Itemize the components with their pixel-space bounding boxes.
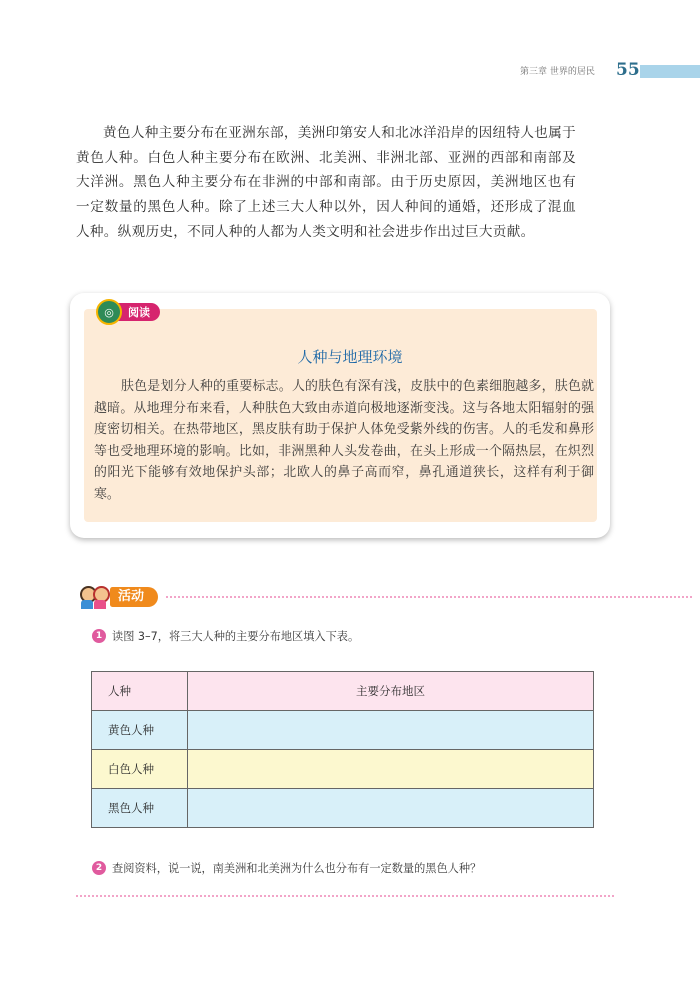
table-cell-answer[interactable] <box>188 750 594 789</box>
bottom-dotted-divider <box>76 895 614 897</box>
chapter-title: 第三章 世界的居民 <box>520 67 595 77</box>
children-icon <box>78 582 110 612</box>
running-header <box>0 60 700 84</box>
table-header-cell: 主要分布地区 <box>188 672 594 711</box>
table-cell-answer[interactable] <box>188 789 594 828</box>
table-cell-answer[interactable] <box>188 711 594 750</box>
reading-tag-label: 阅读 <box>116 303 160 321</box>
table-header-row <box>92 672 594 711</box>
question-number-2: 2 <box>92 861 106 875</box>
reading-body: 肤色是划分人种的重要标志。人的肤色有深有浅，皮肤中的色素细胞越多，肤色就越暗。从地理分布来看，人种肤色大致由赤道向极地逐渐变浅。这与各地太阳辐射的强度密切相关。在热带地区，黑皮肤有助于保护人体免受紫外线的伤害。人的毛发和鼻形等也受地理环境的影响。比如，非洲黑种人头发卷曲，在头上形成一个隔热层，在炽烈的阳光下能够有效地保护头部；北欧人的鼻子高而窄，鼻孔通道狭长，这样有利于御寒。 <box>94 379 594 502</box>
question-2-text: 查阅资料，说一说，南美洲和北美洲为什么也分布有一定数量的黑色人种？ <box>112 862 482 875</box>
activity-label: 活动 <box>110 587 158 607</box>
table-cell-race: 白色人种 <box>92 750 188 789</box>
activity-header <box>78 582 618 612</box>
header-accent-bar <box>640 65 700 78</box>
table-cell-race: 黑色人种 <box>92 789 188 828</box>
question-2 <box>92 860 481 876</box>
table-header-cell: 人种 <box>92 672 188 711</box>
reading-tag <box>96 303 160 321</box>
dotted-divider <box>166 596 692 598</box>
question-1-text: 读图 3–7，将三大人种的主要分布地区填入下表。 <box>112 630 360 643</box>
question-1 <box>92 628 359 644</box>
table-row <box>92 789 594 828</box>
reading-title: 人种与地理环境 <box>297 348 403 366</box>
book-icon: ◎ <box>96 299 122 325</box>
intro-paragraph: 黄色人种主要分布在亚洲东部，美洲印第安人和北冰洋沿岸的因纽特人也属于黄色人种。白色人种主要分布在欧洲、北美洲、非洲北部、亚洲的西部和南部及大洋洲。黑色人种主要分布在非洲的中部和南部。由于历史原因，美洲地区也有一定数量的黑色人种。除了上述三大人种以外，因人种间的通婚，还形成了混血人种。纵观历史，不同人种的人都为人类文明和社会进步作出过巨大贡献。 <box>76 125 576 240</box>
race-distribution-table <box>91 671 594 828</box>
table-row <box>92 711 594 750</box>
table-cell-race: 黄色人种 <box>92 711 188 750</box>
page-number: 55 <box>616 60 640 80</box>
question-number-1: 1 <box>92 629 106 643</box>
table-row <box>92 750 594 789</box>
